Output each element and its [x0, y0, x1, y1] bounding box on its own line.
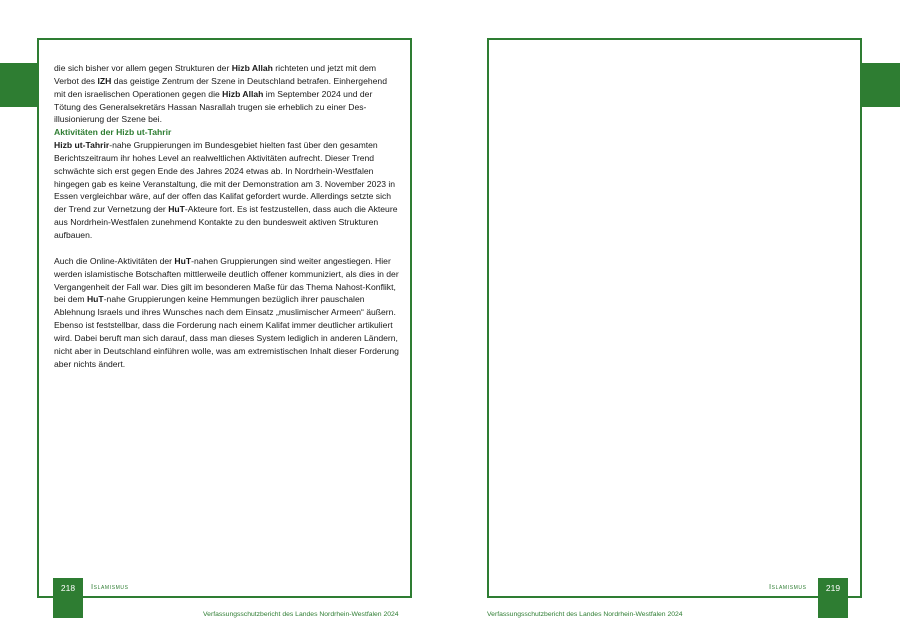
bold-term: Hizb Allah [222, 88, 264, 99]
paragraph-3 [54, 255, 399, 371]
paragraph-1 [54, 62, 399, 126]
text-run: -nahen Gruppierungen sind weiter angestiegen. Hier werden islamistische Botschaften mittlerweile deutlich offener kommuniziert, als dies in der Vergangenheit der Fall war. Dies gilt im besonderen Maße für das Thema Nahost-Konflikt, bei dem [54, 255, 399, 305]
bold-term: Hizb ut-Tahrir [54, 140, 110, 151]
section-label-left: Islamismus [91, 582, 129, 591]
footer-left: Verfassungsschutzbericht des Landes Nordrhein-Westfalen 2024 [203, 611, 399, 618]
bold-term: IZH [97, 75, 112, 86]
text-run: Auch die Online-Aktivitäten der [54, 255, 175, 266]
page-number-box-right [818, 578, 848, 618]
page-number-box-left [53, 578, 83, 618]
page-number-left: 218 [60, 583, 76, 593]
bold-term: HuT [86, 294, 104, 305]
left-page-body [54, 62, 399, 370]
section-heading: Aktivitäten der Hizb ut-Tahrir [54, 127, 172, 138]
bold-term: HuT [168, 204, 185, 215]
text-run: die sich bisher vor allem gegen Strukturen der [54, 63, 232, 73]
text-run: -Akteure fort. Es ist festzustellen, dass auch die Akteure aus Nordrhein-Westfalen zunehmend Kontakte zu den bundesweit aktiven Strukturen aufbauen. [54, 204, 398, 240]
text-run: richteten und jetzt mit dem Verbot des [54, 63, 377, 86]
text-run: das geistige Zentrum der Szene in Deutschland betrafen. Einhergehend mit den israelischen Operationen gegen die [54, 75, 387, 99]
footer-right: Verfassungsschutzbericht des Landes Nordrhein-Westfalen 2024 [487, 611, 683, 618]
right-page-frame [487, 38, 862, 598]
bold-term: Hizb Allah [231, 63, 273, 73]
right-edge-tab [860, 63, 900, 107]
text-run: -nahe Gruppierungen keine Hemmungen bezüglich ihrer pauschalen Ablehnung Israels und ihres Wunsches nach dem Einsatz „muslimischer Armeen“ äußern. Ebenso ist feststellbar, dass die Forderung nach einem Kalifat immer deutlicher artikuliert wird. Dabei beruft man sich darauf, dass man dieses System lediglich in anderen Ländern, nicht aber in Deutschland einführen wolle, was am extremistischen Inhalt dieser Forderung aber nichts ändert. [54, 294, 399, 369]
left-edge-tab [0, 63, 38, 107]
page-number-right: 219 [825, 583, 841, 593]
paragraph-2 [54, 139, 399, 242]
text-run: -nahe Gruppierungen im Bundesgebiet hielten fast über den gesamten Berichtszeitraum ihr hohes Level an realweltlichen Aktivitäten aufrecht. Dieser Trend schwächte sich erst gegen Ende des Jahres 2024 etwas ab. In Nordrhein-Westfalen hingegen gab es keine Veranstaltung, die mit der Demonstration am 3. November 2023 in Essen vergleichbar wäre, auf der offen das Kalifat gefordert wurde. Allerdings setzte sich der Trend zur Vernetzung der [54, 140, 396, 215]
bold-term: HuT [174, 255, 192, 266]
text-run: im September 2024 und der Tötung des Generalsekretärs Hassan Nasrallah trugen sie erheblich zu einer Desillusionierung der Szene bei. [54, 88, 373, 125]
section-label-right: Islamismus [769, 582, 807, 591]
